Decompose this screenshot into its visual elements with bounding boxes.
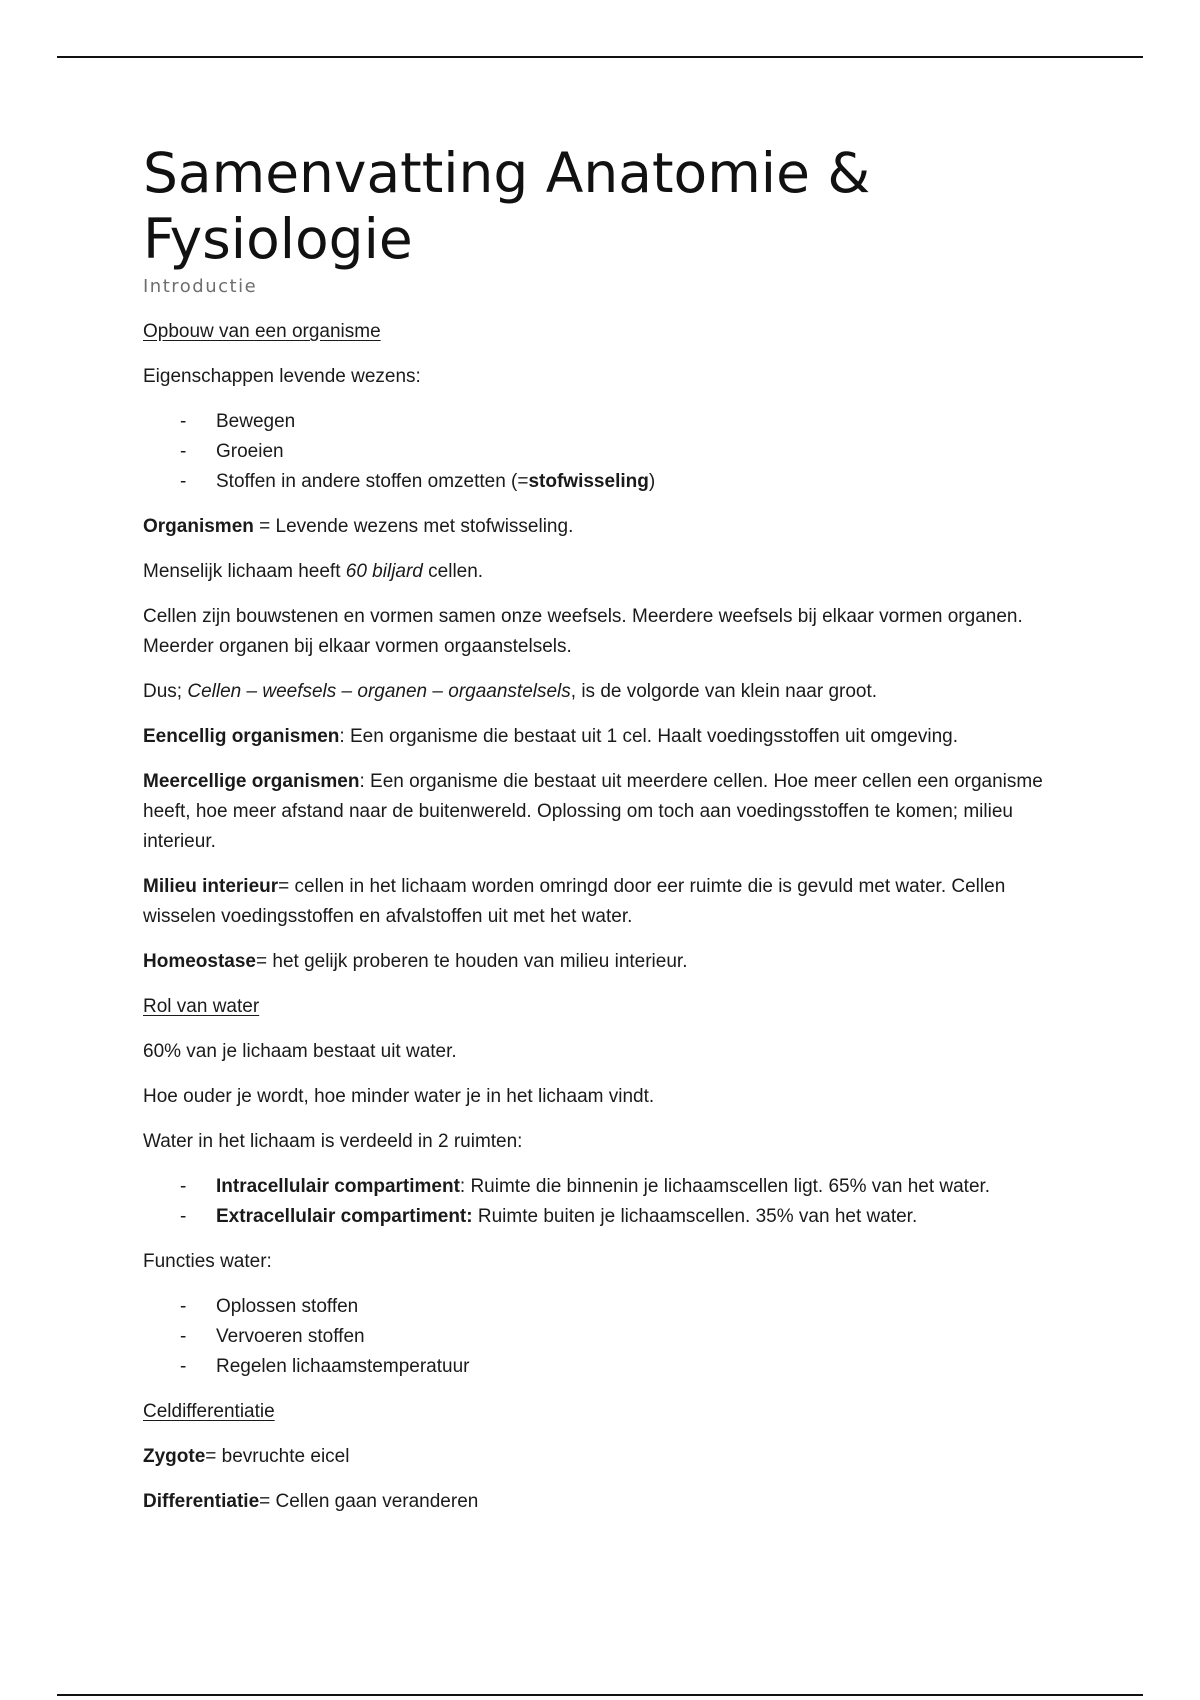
title-line-1: Samenvatting Anatomie &	[143, 141, 871, 205]
paragraph-water-1: 60% van je lichaam bestaat uit water.	[143, 1041, 457, 1062]
term: Intracellulair compartiment	[216, 1176, 460, 1197]
paragraph-water-3: Water in het lichaam is verdeeld in 2 ruimten:	[143, 1131, 523, 1152]
paragraph-volgorde	[143, 677, 1063, 707]
emphasis-volgorde: Cellen – weefsels – organen – orgaanstelsels	[187, 681, 571, 702]
paragraph-water-2: Hoe ouder je wordt, hoe minder water je in het lichaam vindt.	[143, 1086, 655, 1107]
definition-text: Ruimte buiten je lichaamscellen. 35% van het water.	[472, 1206, 918, 1227]
functies-intro: Functies water:	[143, 1251, 272, 1272]
list-item	[143, 467, 1063, 497]
paragraph-cellen	[143, 557, 1063, 587]
definition-text: = het gelijk proberen te houden van milieu interieur.	[256, 951, 688, 972]
definition-zygote	[143, 1442, 1063, 1472]
list-item: - Bewegen	[143, 407, 1063, 437]
section-heading-water: Rol van water	[143, 996, 260, 1017]
footer-rule	[57, 1694, 1143, 1696]
functies-list	[143, 1292, 1063, 1382]
term: Meercellige organismen	[143, 771, 360, 792]
definition-text: : Een organisme die bestaat uit meerdere cellen. Hoe meer cellen een organisme heeft, hoe meer afstand naar de buitenwereld. Oplossing om toch aan voedingsstoffen te komen; milieu interieur.	[143, 771, 1043, 852]
term: Extracellulair compartiment:	[216, 1206, 473, 1227]
emphasis-count: 60 biljard	[345, 561, 423, 582]
list-item-text: Stoffen in andere stoffen omzetten (=	[216, 471, 529, 492]
text: , is de volgorde van klein naar groot.	[570, 681, 878, 702]
definition-text: : Ruimte die binnenin je lichaamscellen ligt. 65% van het water.	[459, 1176, 991, 1197]
list-item	[143, 1202, 1063, 1232]
text: Dus;	[143, 681, 188, 702]
definition-text: = cellen in het lichaam worden omringd door eer ruimte die is gevuld met water. Cellen wisselen voedingsstoffen en afvalstoffen uit met het water.	[143, 876, 1006, 927]
title-line-2: Fysiologie	[143, 207, 413, 271]
definition-homeostase	[143, 947, 1063, 977]
document-body	[143, 140, 1063, 1532]
compartiment-list	[143, 1172, 1063, 1232]
term: Zygote	[143, 1446, 206, 1467]
eigenschappen-list	[143, 407, 1063, 497]
term: Milieu interieur	[143, 876, 279, 897]
definition-text: : Een organisme die bestaat uit 1 cel. Haalt voedingsstoffen uit omgeving.	[339, 726, 958, 747]
list-item: - Groeien	[143, 437, 1063, 467]
definition-milieu-interieur	[143, 872, 1063, 932]
definition-meercellig	[143, 767, 1063, 857]
definition-eencellig	[143, 722, 1063, 752]
definition-differentiatie	[143, 1487, 1063, 1517]
term: Differentiatie	[143, 1491, 260, 1512]
document-subtitle: Introductie	[143, 276, 258, 297]
definition-text: = Cellen gaan veranderen	[259, 1491, 479, 1512]
eigenschappen-intro: Eigenschappen levende wezens:	[143, 366, 421, 387]
header-rule	[57, 56, 1143, 58]
term: Eencellig organismen	[143, 726, 340, 747]
list-item: - Vervoeren stoffen	[143, 1322, 1063, 1352]
list-item: - Oplossen stoffen	[143, 1292, 1063, 1322]
term-stofwisseling: stofwisseling	[528, 471, 649, 492]
term: Homeostase	[143, 951, 256, 972]
list-item-text-end: )	[648, 471, 656, 492]
term: Organismen	[143, 516, 254, 537]
list-item	[143, 1172, 1063, 1202]
definition-text: = bevruchte eicel	[205, 1446, 350, 1467]
definition-organismen	[143, 512, 1063, 542]
list-item: - Regelen lichaamstemperatuur	[143, 1352, 1063, 1382]
paragraph-bouwstenen: Cellen zijn bouwstenen en vormen samen onze weefsels. Meerdere weefsels bij elkaar vormen organen. Meerder organen bij elkaar vormen orgaanstelsels.	[143, 606, 1023, 657]
section-heading-celdifferentiatie: Celdifferentiatie	[143, 1401, 275, 1422]
text: cellen.	[422, 561, 484, 582]
document-title	[143, 140, 1063, 272]
section-heading-opbouw: Opbouw van een organisme	[143, 321, 381, 342]
text: Menselijk lichaam heeft	[143, 561, 346, 582]
definition-text: = Levende wezens met stofwisseling.	[253, 516, 574, 537]
